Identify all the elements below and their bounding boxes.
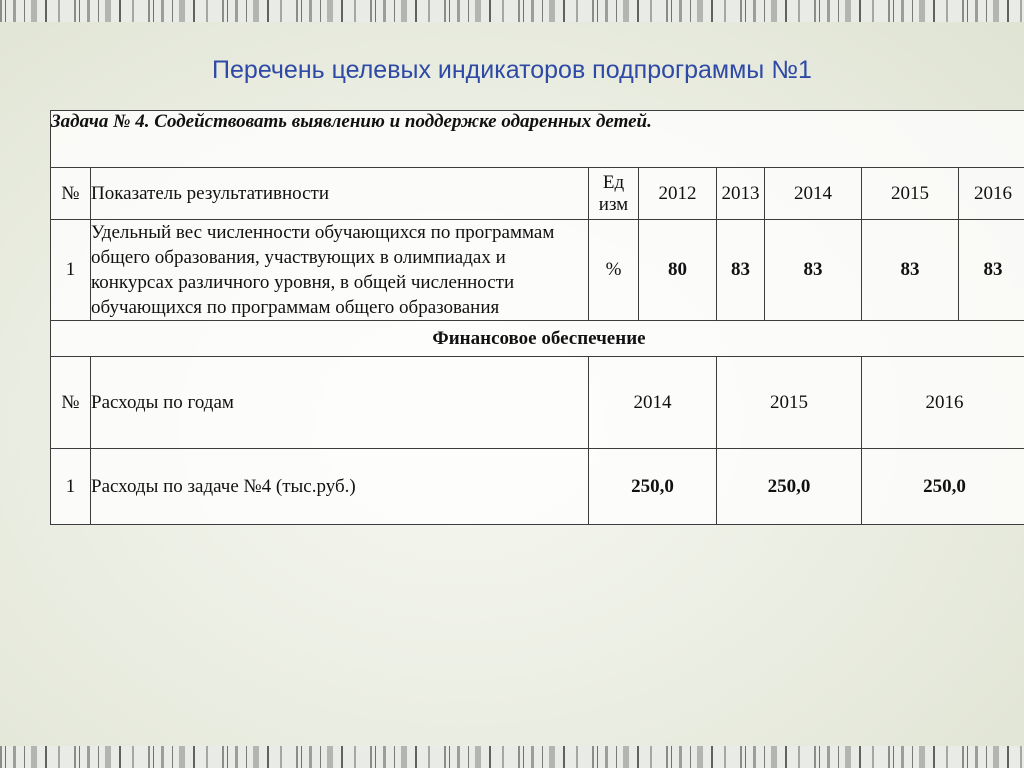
indicators-table	[50, 110, 1024, 525]
decorative-top-stripe	[0, 0, 1024, 22]
finance-header-num: №	[51, 357, 91, 449]
indicator-description: Удельный вес численности обучающихся по программам общего образования, участвующих в олимпиадах и конкурсах различного уровня, в общей численности обучающихся по программам общего образования	[91, 220, 589, 321]
indicator-unit: %	[589, 220, 639, 321]
decorative-bottom-stripe	[0, 746, 1024, 768]
finance-row-label: Расходы по задаче №4 (тыс.руб.)	[91, 449, 589, 525]
finance-header-year-2014: 2014	[589, 357, 717, 449]
finance-header-row	[51, 357, 1024, 449]
finance-header-label: Расходы по годам	[91, 357, 589, 449]
indicator-value-2013: 83	[717, 220, 765, 321]
finance-value-2016: 250,0	[862, 449, 1024, 525]
header-year-2014: 2014	[765, 168, 862, 220]
indicator-row	[51, 220, 1024, 321]
finance-header-year-2016: 2016	[862, 357, 1024, 449]
finance-value-2014: 250,0	[589, 449, 717, 525]
page-title: Перечень целевых индикаторов подпрограммы №1	[212, 56, 812, 84]
header-unit	[589, 168, 639, 220]
finance-row	[51, 449, 1024, 525]
header-year-2012: 2012	[639, 168, 717, 220]
indicator-value-2015: 83	[862, 220, 959, 321]
finance-row-num: 1	[51, 449, 91, 525]
indicator-value-2016: 83	[959, 220, 1024, 321]
indicators-header-row	[51, 168, 1024, 220]
finance-section-title: Финансовое обеспечение	[51, 321, 1024, 357]
finance-header-year-2015: 2015	[717, 357, 862, 449]
indicator-value-2014: 83	[765, 220, 862, 321]
finance-value-2015: 250,0	[717, 449, 862, 525]
header-indicator: Показатель результативности	[91, 168, 589, 220]
indicator-value-2012: 80	[639, 220, 717, 321]
header-year-2013: 2013	[717, 168, 765, 220]
header-num: №	[51, 168, 91, 220]
task-title: Задача № 4. Содействовать выявлению и поддержке одаренных детей.	[51, 111, 1024, 168]
indicator-num: 1	[51, 220, 91, 321]
header-unit-line2: изм	[598, 193, 629, 215]
header-unit-line1: Ед	[602, 171, 625, 193]
header-year-2015: 2015	[862, 168, 959, 220]
header-year-2016: 2016	[959, 168, 1024, 220]
